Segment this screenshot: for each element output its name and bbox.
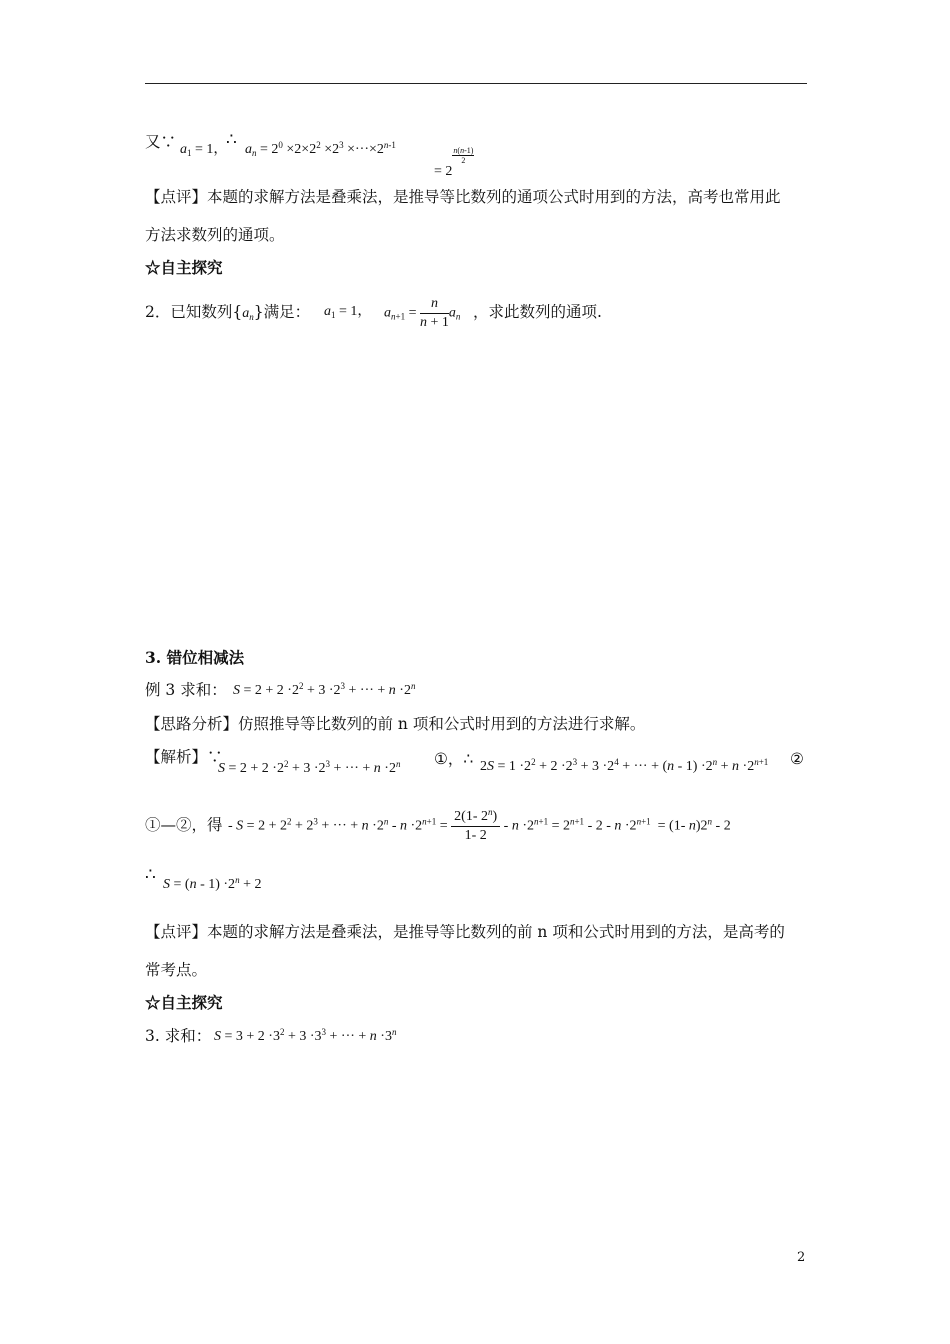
- ex3-eq: $S = 2 + 2 \cdot 2^2 + 3 \cdot 2^3$ + ··· + $n \cdot 2^n$: [233, 681, 416, 698]
- l1-eq2-result: = 2 $\frac{n(n-1)}{2}$: [434, 146, 474, 179]
- explore-heading-1: ☆自主探究: [145, 258, 223, 277]
- subtract-label: ①—②，得: [145, 816, 223, 834]
- q2-text: 2．已知数列$\{a_n\}$满足：: [145, 303, 311, 322]
- comment2-line2: 常考点。: [145, 961, 208, 979]
- solution-eq1: $S = 2 + 2 \cdot 2^2 + 3 \cdot 2^3$ + ··· + $n \cdot 2^n$: [218, 759, 401, 776]
- comment1-line1: 【点评】本题的求解方法是叠乘法，是推导等比数列的通项公式时用到的方法，高考也常用此: [145, 188, 781, 206]
- q2-eq: $a_{n+1}$ = $\frac{n}{n + 1}$ $a_n$: [384, 296, 461, 330]
- subtract-eq: - $S = 2 + 2^2 + 2^3$ + ··· + $n \cdot 2^n - n \cdot 2^{n+1}$ = $\frac{2(1- 2^n)}{1- 2}$ - $n \cdot 2^{n+1} = 2^{n+1} - 2 - n \cdot 2^{n+1} = (1-$ n)2$^n$ - 2: [228, 807, 731, 843]
- q3-eq: $S = 3 + 2 \cdot 3^2 + 3 \cdot 3^3$ + ··· + $n \cdot 3^n$: [214, 1027, 397, 1044]
- analysis-idea: 【思路分析】仿照推导等比数列的前 n 项和公式时用到的方法进行求解。: [145, 715, 646, 733]
- explore-heading-2: ☆自主探究: [145, 993, 223, 1012]
- therefore-symbol: ∴: [226, 130, 237, 150]
- l1-eq1: $a_1 = 1$，: [180, 142, 228, 158]
- solution-mark1: ①，∴: [434, 750, 474, 768]
- page-number: 2: [797, 1250, 806, 1265]
- ex3-label: 例 3 求和：: [145, 681, 227, 699]
- result-eq: $S = (n - 1) \cdot 2^n + 2$: [163, 875, 262, 892]
- q2-suffix: ，求此数列的通项.: [473, 303, 602, 321]
- solution-eq2: $2S = 1 \cdot 2^2 + 2 \cdot 2^3 + 3 \cdot 2^4$ + ··· + $(n - 1) \cdot 2^n + n \cdot 2^{n+1}$: [480, 757, 769, 774]
- comment1-line2: 方法求数列的通项。: [145, 226, 285, 244]
- solution-label: 【解析】∵: [145, 748, 223, 766]
- header-rule: [145, 83, 807, 84]
- q3-label: 3. 求和：: [145, 1027, 212, 1045]
- l1-eq2: $a_n = 2^0 \times 2\times 2^2 \times 2^3 \times\cdot\cdot\cdot\times 2^{n-1}$: [245, 140, 396, 158]
- result-therefore: ∴: [145, 865, 156, 885]
- l1-prefix: 又∵: [145, 133, 177, 151]
- q2-a1: $a_1 = 1$，: [324, 304, 372, 320]
- solution-mark2: ②: [790, 750, 804, 768]
- comment2-line1: 【点评】本题的求解方法是叠乘法，是推导等比数列的前 n 项和公式时用到的方法，是高考的: [145, 923, 785, 941]
- section-3-title: 3. 错位相减法: [145, 648, 245, 667]
